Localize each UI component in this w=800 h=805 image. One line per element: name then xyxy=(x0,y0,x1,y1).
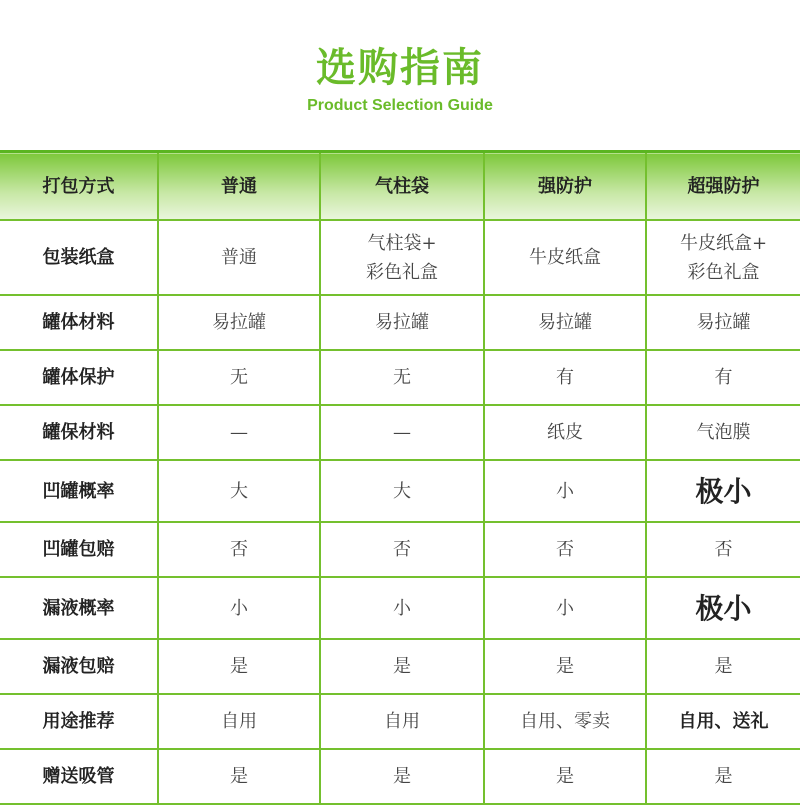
row-label: 漏液包赔 xyxy=(0,639,158,694)
cell-text: 小 xyxy=(393,597,411,619)
table-row xyxy=(0,460,800,522)
table-cell xyxy=(158,577,320,639)
table-cell xyxy=(484,295,646,350)
table-cell xyxy=(646,350,800,405)
table-cell xyxy=(320,350,484,405)
cell-text: 有 xyxy=(556,367,574,388)
cell-text: 是 xyxy=(714,656,733,677)
table-body xyxy=(0,220,800,804)
table-cell xyxy=(646,694,800,749)
table-cell xyxy=(484,220,646,295)
cell-text: 易拉罐 xyxy=(212,312,266,333)
cell-text: 自用 xyxy=(221,711,257,732)
cell-text: — xyxy=(393,422,411,443)
cell-text: 气泡膜 xyxy=(696,422,751,443)
row-label: 罐体材料 xyxy=(0,295,158,350)
table-row xyxy=(0,639,800,694)
cell-text: 否 xyxy=(230,539,248,560)
table-cell xyxy=(484,639,646,694)
table-cell xyxy=(320,522,484,577)
cell-text: 牛皮纸盒+ xyxy=(679,232,768,254)
table-cell xyxy=(320,295,484,350)
selection-guide-table xyxy=(0,150,800,805)
cell-text: 易拉罐 xyxy=(696,312,751,333)
table-cell xyxy=(158,749,320,804)
cell-text: 自用 xyxy=(384,711,420,732)
cell-text: 有 xyxy=(714,367,733,388)
table-cell xyxy=(158,350,320,405)
cell-text: 易拉罐 xyxy=(375,312,429,333)
cell-text: 否 xyxy=(556,539,574,560)
row-label: 赠送吸管 xyxy=(0,749,158,804)
cell-text: 牛皮纸盒 xyxy=(529,247,601,268)
cell-text: 纸皮 xyxy=(547,422,583,443)
table-cell xyxy=(646,220,800,295)
table-cell xyxy=(158,220,320,295)
table-cell xyxy=(484,522,646,577)
cell-text: 自用、送礼 xyxy=(678,711,769,732)
cell-text: 极小 xyxy=(695,591,752,625)
table-cell xyxy=(484,460,646,522)
row-label: 包装纸盒 xyxy=(0,220,158,295)
table-header-row xyxy=(0,152,800,221)
table-cell xyxy=(158,295,320,350)
table-cell xyxy=(158,405,320,460)
cell-text: — xyxy=(230,422,248,443)
cell-text: 是 xyxy=(393,656,411,677)
table-cell xyxy=(158,460,320,522)
table-cell xyxy=(484,749,646,804)
row-label: 用途推荐 xyxy=(0,694,158,749)
cell-text: 无 xyxy=(393,367,411,388)
cell-text: 大 xyxy=(230,480,248,502)
table-row xyxy=(0,405,800,460)
cell-text: 彩色礼盒 xyxy=(687,261,760,283)
table-cell xyxy=(646,295,800,350)
cell-text: 易拉罐 xyxy=(538,312,592,333)
cell-text: 否 xyxy=(714,539,733,560)
table-row xyxy=(0,577,800,639)
table-cell xyxy=(320,639,484,694)
table-cell xyxy=(646,577,800,639)
table-row xyxy=(0,522,800,577)
table-cell xyxy=(158,694,320,749)
row-label: 罐保材料 xyxy=(0,405,158,460)
table-row xyxy=(0,220,800,295)
column-header: 强防护 xyxy=(484,152,646,221)
page-subtitle: Product Selection Guide xyxy=(307,97,493,114)
cell-text: 自用、零卖 xyxy=(520,711,610,732)
cell-text: 小 xyxy=(556,480,574,502)
table-cell xyxy=(484,577,646,639)
table-cell xyxy=(320,749,484,804)
table-cell xyxy=(158,522,320,577)
row-label: 漏液概率 xyxy=(0,577,158,639)
table-row xyxy=(0,694,800,749)
page-title: 选购指南 xyxy=(316,45,484,91)
table-cell xyxy=(484,350,646,405)
table-row xyxy=(0,749,800,804)
cell-text: 是 xyxy=(230,656,248,677)
cell-text: 普通 xyxy=(221,247,257,268)
cell-text: 小 xyxy=(556,597,574,619)
row-label: 凹罐概率 xyxy=(0,460,158,522)
cell-text: 小 xyxy=(230,597,248,619)
header xyxy=(0,0,800,150)
table-cell xyxy=(646,405,800,460)
cell-text: 是 xyxy=(230,766,248,787)
cell-text: 是 xyxy=(393,766,411,787)
table-cell xyxy=(320,460,484,522)
cell-text: 是 xyxy=(556,656,574,677)
table-cell xyxy=(158,639,320,694)
cell-text: 彩色礼盒 xyxy=(366,261,438,283)
cell-text: 大 xyxy=(393,480,411,502)
table-cell xyxy=(646,522,800,577)
table-cell xyxy=(484,405,646,460)
table-cell xyxy=(646,639,800,694)
cell-text: 极小 xyxy=(695,474,752,508)
table-cell xyxy=(320,577,484,639)
row-label: 凹罐包赔 xyxy=(0,522,158,577)
cell-text: 是 xyxy=(556,766,574,787)
cell-text: 否 xyxy=(393,539,411,560)
table-cell xyxy=(320,220,484,295)
cell-text: 气柱袋+ xyxy=(367,232,437,254)
column-header: 超强防护 xyxy=(646,152,800,221)
table-cell xyxy=(320,405,484,460)
row-label: 罐体保护 xyxy=(0,350,158,405)
cell-text: 无 xyxy=(230,367,248,388)
table-cell xyxy=(484,694,646,749)
table-cell xyxy=(646,460,800,522)
table-cell xyxy=(646,749,800,804)
column-header: 普通 xyxy=(158,152,320,221)
cell-text: 是 xyxy=(714,766,733,787)
column-header: 打包方式 xyxy=(0,152,158,221)
table-row xyxy=(0,350,800,405)
table-row xyxy=(0,295,800,350)
table-cell xyxy=(320,694,484,749)
column-header: 气柱袋 xyxy=(320,152,484,221)
